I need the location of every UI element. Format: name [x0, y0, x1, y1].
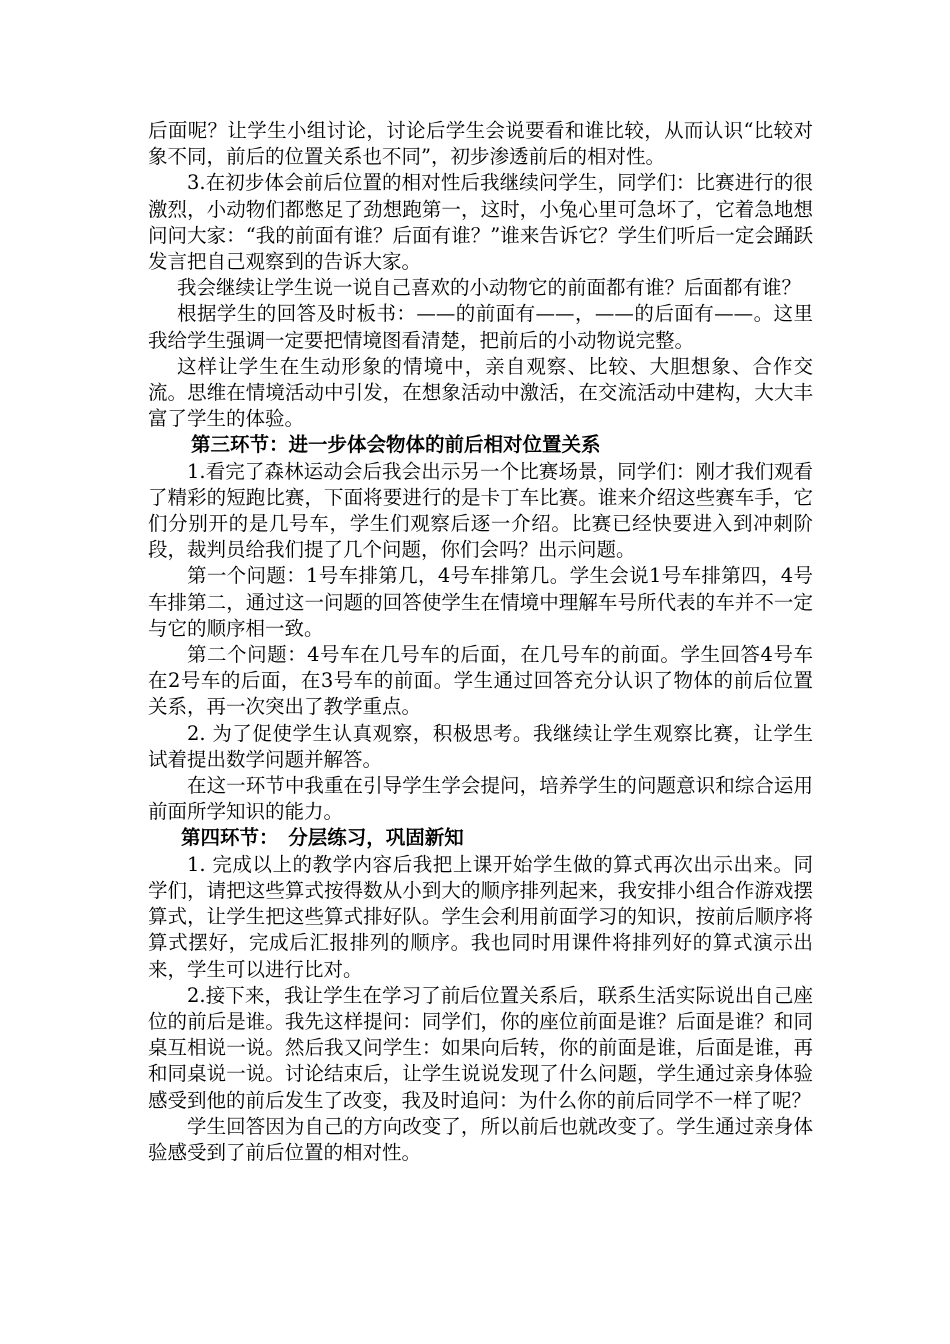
- paragraph-kart-race: 1.看完了森林运动会后我会出示另一个比赛场景，同学们：刚才我们观看了精彩的短跑比赛，下面将要进行的是卡丁车比赛。谁来介绍这些赛车手，它们分别开的是几号车，学生们观察后逐一介绍。比赛已经快要进入到冲刺阶段，裁判员给我们提了几个问题，你们会吗？出示问题。: [148, 459, 813, 562]
- document-page: [148, 118, 813, 1166]
- paragraph-summary: 这样让学生在生动形象的情境中，亲自观察、比较、大胆想象、合作交流。思维在情境活动中引发，在想象活动中激活，在交流活动中建构，大大丰富了学生的体验。: [148, 354, 813, 431]
- paragraph-question-1: 第一个问题：1号车排第几，4号车排第几。学生会说1号车排第四，4号车排第二，通过这一问题的回答使学生在情境中理解车号所代表的车并不一定与它的顺序相一致。: [148, 564, 813, 640]
- section-heading-4: 第四环节： 分层练习，巩固新知: [181, 826, 464, 850]
- paragraph-observe: 2. 为了促使学生认真观察，积极思考。我继续让学生观察比赛，让学生试着提出数学问题并解答。: [148, 721, 813, 771]
- paragraph-ask-questions: 在这一环节中我重在引导学生学会提问，培养学生的问题意识和综合运用前面所学知识的能力。: [148, 774, 813, 824]
- section-heading-3: 第三环节：进一步体会物体的前后相对位置关系: [191, 433, 601, 457]
- paragraph-board-writing: 根据学生的回答及时板书：——的前面有——，——的后面有——。这里我给学生强调一定要把情境图看清楚，把前后的小动物说完整。: [148, 302, 813, 352]
- paragraph-step3: 3.在初步体会前后位置的相对性后我继续问学生，同学们：比赛进行的很激烈，小动物们都憋足了劲想跑第一，这时，小兔心里可急坏了，它着急地想问问大家：“我的前面有谁？后面有谁？”谁来告诉它？学生们听后一定会踊跃发言把自己观察到的告诉大家。: [148, 171, 813, 274]
- paragraph-question-2: 第二个问题：4号车在几号车的后面，在几号车的前面。学生回答4号车在2号车的后面，在3号车的前面。学生通过回答充分认识了物体的前后位置关系，再一次突出了教学重点。: [148, 643, 813, 719]
- paragraph-equations: 1. 完成以上的教学内容后我把上课开始学生做的算式再次出示出来。同学们，请把这些算式按得数从小到大的顺序排列起来，我安排小组合作游戏摆算式，让学生把这些算式排好队。学生会利用前面学习的知识，按前后顺序将算式摆好，完成后汇报排列的顺序。我也同时用课件将排列好的算式演示出来，学生可以进行比对。: [148, 852, 813, 981]
- paragraph-conclusion: 学生回答因为自己的方向改变了，所以前后也就改变了。学生通过亲身体验感受到了前后位置的相对性。: [148, 1114, 813, 1164]
- paragraph-ask-animals: 我会继续让学生说一说自己喜欢的小动物它的前面都有谁？后面都有谁？: [177, 276, 802, 300]
- paragraph-seats: 2.接下来，我让学生在学习了前后位置关系后，联系生活实际说出自己座位的前后是谁。我先这样提问：同学们，你的座位前面是谁？后面是谁？和同桌互相说一说。然后我又问学生：如果向后转，你的前面是谁，后面是谁，再和同桌说一说。讨论结束后，让学生说说发现了什么问题，学生通过亲身体验感受到他的前后发生了改变，我及时追问：为什么你的前后同学不一样了呢？: [148, 983, 813, 1112]
- paragraph-continuation: 后面呢？让学生小组讨论，讨论后学生会说要看和谁比较，从而认识“比较对象不同，前后的位置关系也不同”，初步渗透前后的相对性。: [148, 119, 813, 169]
